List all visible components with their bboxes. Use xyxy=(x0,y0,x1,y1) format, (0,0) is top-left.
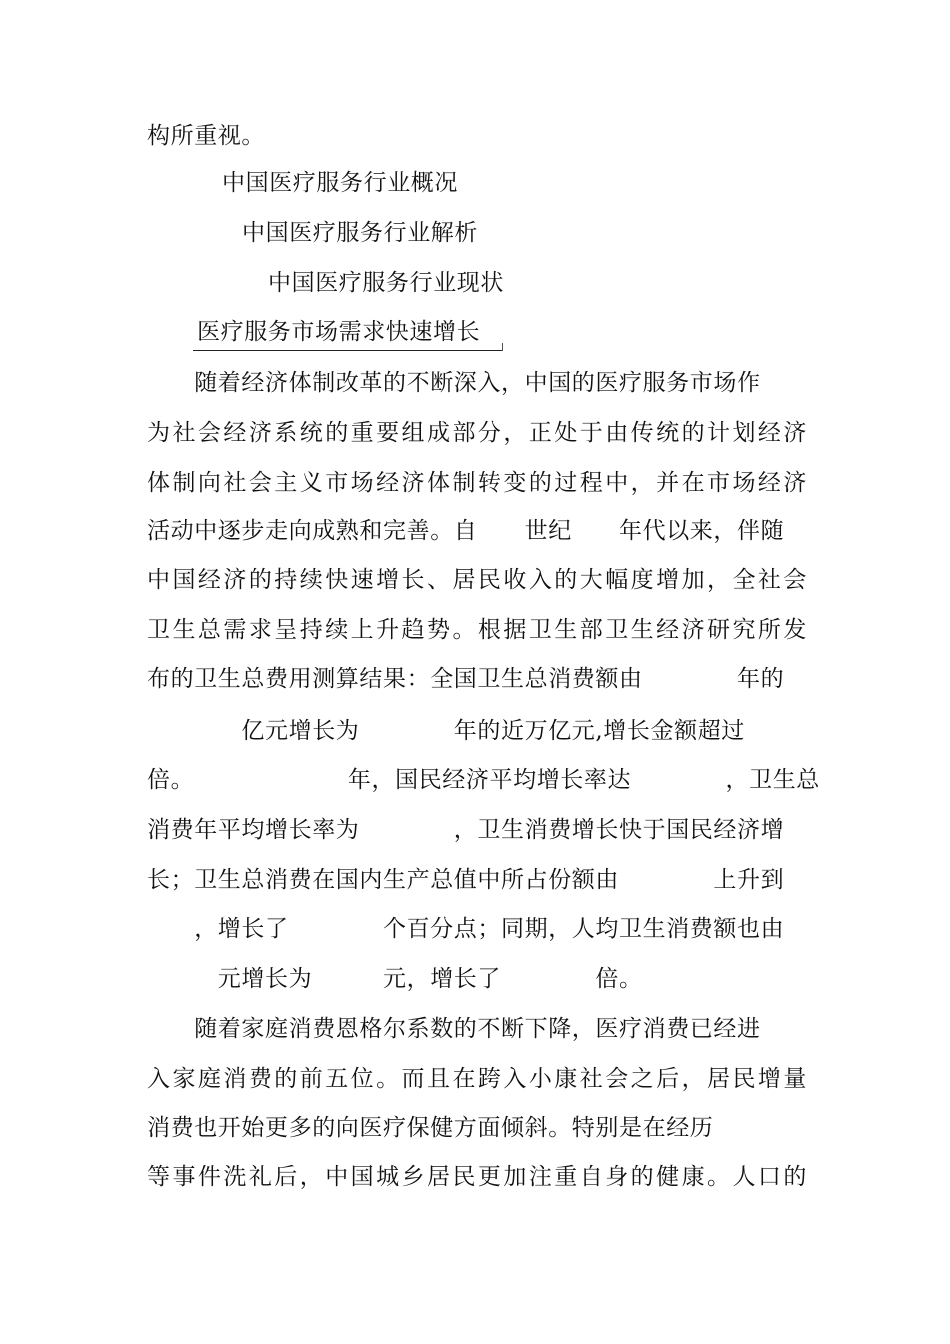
paragraph-line: 等事件洗礼后，中国城乡居民更加注重自身的健康。人口的 xyxy=(147,1164,807,1190)
heading-underline-tick xyxy=(502,343,503,351)
paragraph-line: 随着经济体制改革的不断深入，中国的医疗服务市场作 xyxy=(147,370,761,396)
paragraph-line: 卫生总需求呈持续上升趋势。根据卫生部卫生经济研究所发 xyxy=(147,617,807,643)
paragraph-line: 活动中逐步走向成熟和完善。自 世纪 年代以来，伴随 xyxy=(147,518,785,544)
heading-level-4: 医疗服务市场需求快速增长 xyxy=(197,319,481,345)
paragraph-line: 消费年平均增长率为 ，卫生消费增长快于国民经济增 xyxy=(147,817,785,843)
heading-level-3: 中国医疗服务行业现状 xyxy=(268,270,504,296)
paragraph-line: 为社会经济系统的重要组成部分，正处于由传统的计划经济 xyxy=(147,420,807,446)
paragraph-line: 长；卫生总消费在国内生产总值中所占份额由 上升到 xyxy=(147,867,785,893)
paragraph-line: 随着家庭消费恩格尔系数的不断下降，医疗消费已经进 xyxy=(147,1016,761,1042)
paragraph-line: 中国经济的持续快速增长、居民收入的大幅度增加，全社会 xyxy=(147,567,807,593)
paragraph-line: 体制向社会主义市场经济体制转变的过程中，并在市场经济 xyxy=(147,470,807,496)
paragraph-line: 布的卫生总费用测算结果：全国卫生总消费额由 年的 xyxy=(147,666,785,692)
paragraph-line: 元增长为 元，增长了 倍。 xyxy=(147,966,643,992)
paragraph-line: 亿元增长为 年的近万亿元,增长金额超过 xyxy=(147,718,793,744)
heading-underline xyxy=(193,350,503,351)
carry-over-text: 构所重视。 xyxy=(147,123,265,149)
heading-level-2: 中国医疗服务行业解析 xyxy=(242,220,478,246)
paragraph-line: 消费也开始更多的向医疗保健方面倾斜。特别是在经历 xyxy=(147,1115,714,1141)
paragraph-line: ，增长了 个百分点；同期，人均卫生消费额也由 xyxy=(147,916,785,942)
paragraph-line: 入家庭消费的前五位。而且在跨入小康社会之后，居民增量 xyxy=(147,1066,807,1092)
heading-level-1: 中国医疗服务行业概况 xyxy=(222,170,458,196)
paragraph-line: 倍。 年，国民经济平均增长率达 ，卫生总 xyxy=(147,767,820,793)
